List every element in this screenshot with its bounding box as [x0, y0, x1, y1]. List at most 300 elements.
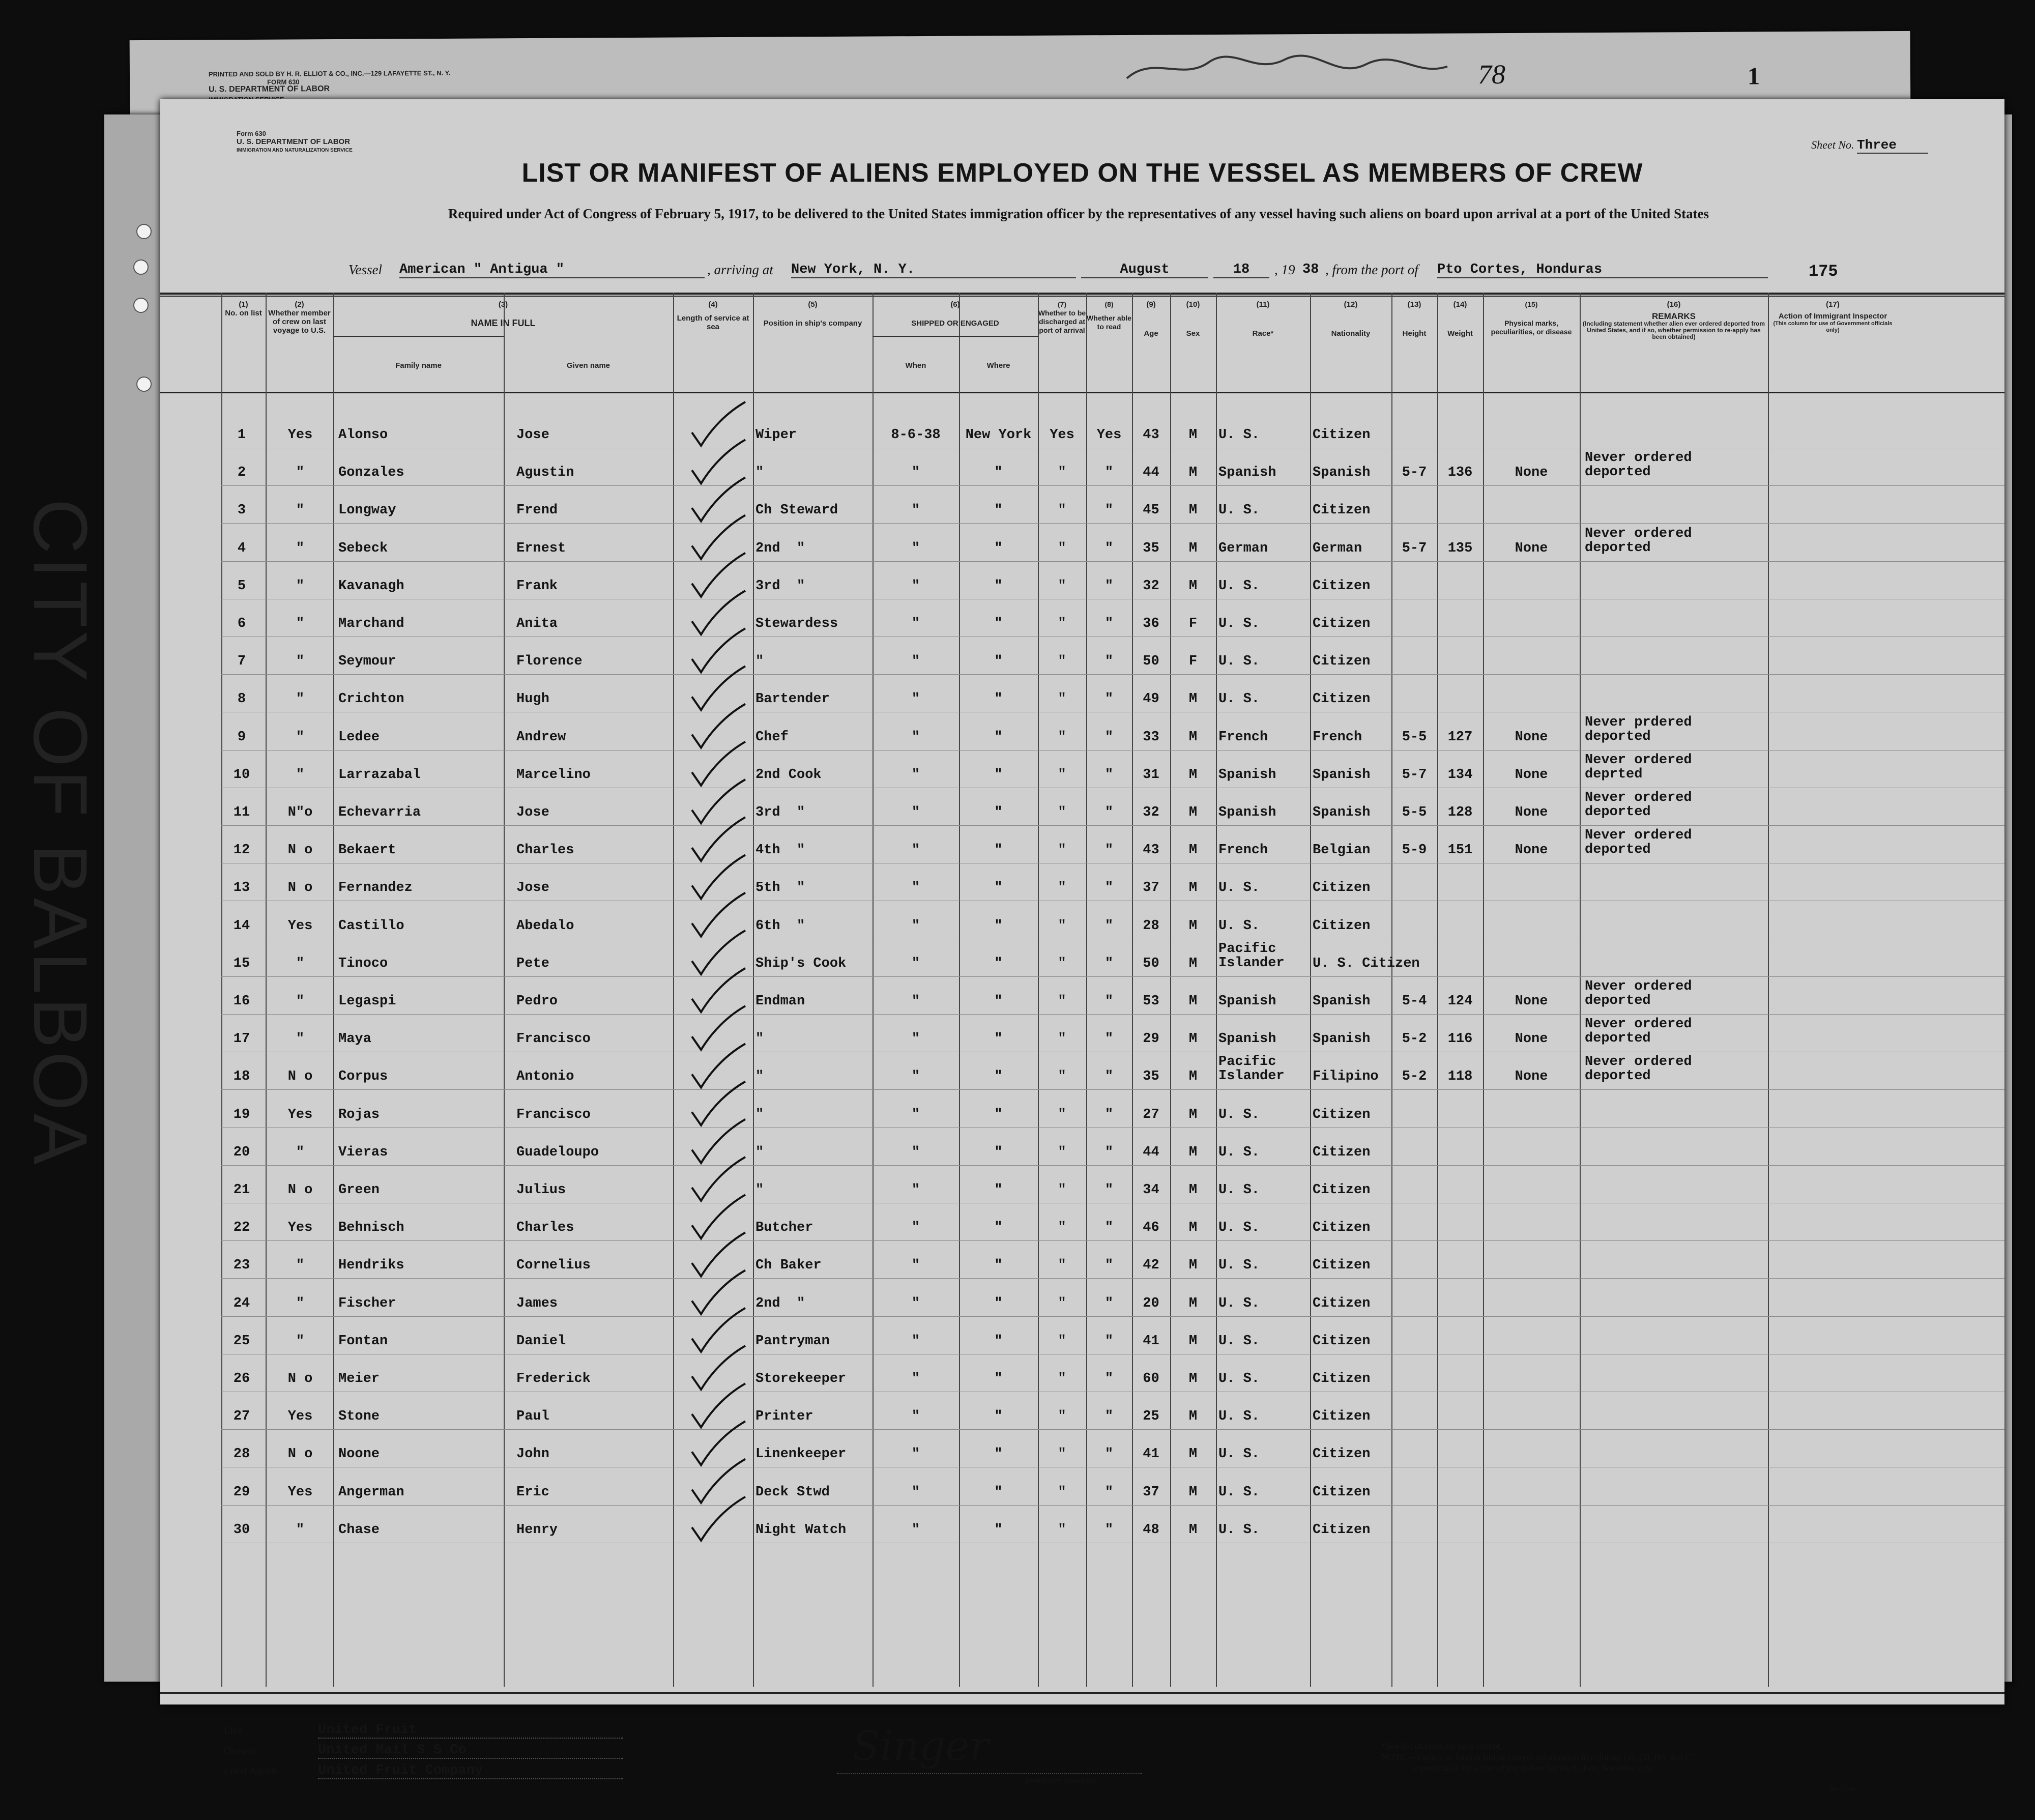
service-check-mark — [692, 1044, 745, 1087]
last-voyage-cell: " — [296, 503, 305, 518]
family-name-cell: Behnisch — [338, 1220, 404, 1236]
shipped-where-cell: " — [994, 654, 1003, 670]
sheet-label: Sheet No. — [1811, 138, 1854, 151]
sex-cell: F — [1188, 616, 1198, 631]
position-cell: Deck Stwd — [755, 1484, 830, 1500]
age-cell: 20 — [1143, 1295, 1159, 1311]
weight-cell: 118 — [1447, 1069, 1473, 1085]
given-name-cell: Agustin — [516, 465, 574, 481]
position-cell: 3rd " — [755, 805, 805, 820]
remarks-cell: Never prdered deported — [1585, 714, 1692, 744]
given-name-cell: Francisco — [516, 1107, 591, 1122]
able-to-read-cell: Yes — [1096, 427, 1122, 443]
able-to-read-cell: " — [1104, 1371, 1114, 1386]
service-check-mark — [692, 1421, 745, 1465]
age-cell: 45 — [1143, 503, 1159, 518]
able-to-read-cell: " — [1104, 1295, 1114, 1311]
given-name-cell: Anita — [516, 616, 558, 631]
physical-marks-cell: None — [1515, 994, 1548, 1009]
discharged-cell: " — [1058, 616, 1066, 631]
family-name-cell: Fontan — [338, 1333, 388, 1349]
row-number: 15 — [233, 956, 250, 971]
race-cell: U. S. — [1218, 880, 1260, 896]
family-name-cell: Chase — [338, 1522, 380, 1538]
header-weight: (14) Weight — [1447, 300, 1473, 338]
family-name-cell: Alonso — [338, 427, 388, 443]
service-check-mark — [692, 968, 745, 1012]
position-cell: Storekeeper — [755, 1371, 847, 1386]
shipped-where-cell: " — [994, 616, 1003, 631]
race-cell: U. S. — [1218, 1295, 1260, 1311]
family-name-cell: Rojas — [338, 1107, 380, 1122]
service-check-mark — [692, 1346, 745, 1390]
shipped-where-cell: " — [994, 1295, 1003, 1311]
nationality-cell: Citizen — [1313, 1295, 1371, 1311]
shipped-where-cell: " — [994, 918, 1003, 934]
weight-cell: 127 — [1447, 729, 1473, 745]
race-cell: U. S. — [1218, 1371, 1260, 1386]
shipped-when-cell: " — [911, 616, 920, 631]
family-name-cell: Castillo — [338, 918, 404, 934]
family-name-cell: Seymour — [338, 654, 396, 670]
nationality-cell: Spanish — [1313, 1031, 1371, 1047]
height-cell: 5-7 — [1402, 465, 1427, 481]
last-voyage-cell: " — [296, 1333, 305, 1349]
header-sex: (10) Sex — [1186, 300, 1200, 338]
service-check-mark — [692, 1308, 745, 1352]
discharged-cell: " — [1058, 1409, 1066, 1425]
row-number: 2 — [237, 465, 246, 481]
line-value: United Fruit — [318, 1722, 623, 1739]
row-number: 1 — [237, 427, 246, 443]
last-voyage-cell: " — [296, 767, 305, 783]
sheet-number — [1811, 137, 1928, 154]
back-printer-line2: FORM 630 — [267, 78, 300, 86]
able-to-read-cell: " — [1104, 1031, 1114, 1047]
shipped-where-cell: " — [994, 1069, 1003, 1085]
last-voyage-cell: " — [296, 465, 305, 481]
service-check-mark — [692, 1232, 745, 1276]
discharged-cell: " — [1058, 465, 1066, 481]
given-name-cell: Frank — [516, 578, 558, 594]
shipped-where-cell: " — [994, 956, 1003, 971]
family-name-cell: Tinoco — [338, 956, 388, 971]
race-cell: U. S. — [1218, 1144, 1260, 1160]
discharged-cell: " — [1058, 1295, 1066, 1311]
row-number: 12 — [233, 843, 250, 858]
shipped-when-cell: " — [911, 1409, 920, 1425]
nationality-cell: Citizen — [1313, 1371, 1371, 1386]
back-mark: 1 — [1747, 63, 1760, 90]
shipped-where-cell: " — [994, 1409, 1003, 1425]
service-check-mark — [692, 893, 745, 937]
vessel-name: American " Antigua " — [399, 262, 705, 278]
shipped-when-cell: " — [911, 729, 920, 745]
age-cell: 44 — [1143, 1144, 1159, 1160]
service-check-mark — [692, 553, 745, 597]
race-cell: U. S. — [1218, 503, 1260, 518]
age-cell: 43 — [1143, 427, 1159, 443]
remarks-cell: Never ordered deported — [1585, 828, 1692, 858]
sex-cell: M — [1188, 805, 1198, 820]
vessel-line — [160, 262, 2004, 285]
position-cell: Printer — [755, 1409, 813, 1425]
given-name-cell: Pedro — [516, 994, 558, 1009]
age-cell: 27 — [1143, 1107, 1159, 1122]
weight-cell: 134 — [1447, 767, 1473, 783]
remarks-cell: Never ordered deported — [1585, 979, 1692, 1008]
given-name-cell: Abedalo — [516, 918, 574, 934]
page-number: 175 — [1809, 262, 1838, 281]
last-voyage-cell: " — [296, 994, 305, 1009]
remarks-cell: Never ordered deported — [1585, 526, 1692, 556]
header-position: (5) Position in ship's company — [763, 300, 862, 328]
sex-cell: M — [1188, 1522, 1198, 1538]
family-name-cell: Kavanagh — [338, 578, 404, 594]
sex-cell: M — [1188, 1447, 1198, 1462]
row-number: 13 — [233, 880, 250, 896]
year-prefix: , 19 — [1274, 262, 1295, 277]
sex-cell: M — [1188, 1107, 1198, 1122]
able-to-read-cell: " — [1104, 729, 1114, 745]
row-number: 27 — [233, 1409, 250, 1425]
shipped-where-cell: " — [994, 1144, 1003, 1160]
height-cell: 5-7 — [1402, 540, 1427, 556]
last-voyage-cell: " — [296, 578, 305, 594]
family-name-cell: Maya — [338, 1031, 371, 1047]
shipped-when-cell: " — [911, 805, 920, 820]
able-to-read-cell: " — [1104, 1258, 1114, 1274]
shipped-when-cell: " — [911, 1144, 920, 1160]
row-number: 4 — [237, 540, 246, 556]
header-age: (9) Age — [1144, 300, 1158, 338]
sex-cell: M — [1188, 1295, 1198, 1311]
height-cell: 5-9 — [1402, 843, 1427, 858]
discharged-cell: " — [1058, 880, 1066, 896]
able-to-read-cell: " — [1104, 1447, 1114, 1462]
shipped-where-cell: " — [994, 1220, 1003, 1236]
race-cell: U. S. — [1218, 1484, 1260, 1500]
header-inspector-action: (17) Action of Immigrant Inspector (This column for use of Government officials only) — [1773, 300, 1893, 333]
family-name-cell: Sebeck — [338, 540, 388, 556]
last-voyage-cell: " — [296, 1522, 305, 1538]
race-cell: Spanish — [1218, 465, 1276, 481]
shipped-when-cell: " — [911, 918, 920, 934]
binder-hole — [133, 259, 149, 275]
age-cell: 41 — [1143, 1333, 1159, 1349]
agents-label: Local Agents — [224, 1766, 278, 1777]
shipped-when-cell: " — [911, 1258, 920, 1274]
row-number: 18 — [233, 1069, 250, 1085]
discharged-cell: " — [1058, 729, 1066, 745]
from-port-label: , from the port of — [1325, 262, 1418, 277]
header-discharged: (7) Whether to be discharged at port of arrival — [1038, 300, 1086, 334]
row-number: 16 — [233, 994, 250, 1009]
discharged-cell: " — [1058, 1258, 1066, 1274]
position-cell: " — [755, 1144, 764, 1160]
service-check-mark — [692, 477, 745, 521]
service-check-mark — [692, 779, 745, 823]
age-cell: 31 — [1143, 767, 1159, 783]
age-cell: 33 — [1143, 729, 1159, 745]
given-name-cell: Guadeloupo — [516, 1144, 599, 1160]
position-cell: " — [755, 1069, 764, 1085]
family-name-cell: Ledee — [338, 729, 380, 745]
given-name-cell: Charles — [516, 843, 574, 858]
discharged-cell: " — [1058, 1107, 1066, 1122]
age-cell: 50 — [1143, 956, 1159, 971]
race-cell: Spanish — [1218, 1031, 1276, 1047]
race-cell: U. S. — [1218, 1409, 1260, 1425]
arrival-month: August — [1081, 262, 1208, 278]
row-number: 3 — [237, 503, 246, 518]
shipped-where-cell: " — [994, 1182, 1003, 1198]
race-cell: U. S. — [1218, 654, 1260, 670]
last-voyage-cell: " — [296, 540, 305, 556]
age-cell: 43 — [1143, 843, 1159, 858]
nationality-cell: Citizen — [1313, 1447, 1371, 1462]
shipped-where-cell: " — [994, 503, 1003, 518]
header-where: Where — [986, 361, 1010, 370]
service-check-mark — [692, 1270, 745, 1314]
position-cell: Butcher — [755, 1220, 813, 1236]
family-name-cell: Fernandez — [338, 880, 413, 896]
race-cell: Pacific Islander — [1218, 1054, 1285, 1084]
able-to-read-cell: " — [1104, 880, 1114, 896]
nationality-cell: Citizen — [1313, 503, 1371, 518]
sex-cell: M — [1188, 1182, 1198, 1198]
row-number: 10 — [233, 767, 250, 783]
given-name-cell: Hugh — [516, 691, 549, 707]
able-to-read-cell: " — [1104, 616, 1114, 631]
given-name-cell: Marcelino — [516, 767, 591, 783]
position-cell: Bartender — [755, 691, 830, 707]
sex-cell: M — [1188, 1484, 1198, 1500]
shipped-when-cell: " — [911, 1371, 920, 1386]
shipped-when-cell: " — [911, 1447, 920, 1462]
weight-cell: 124 — [1447, 994, 1473, 1009]
race-cell: U. S. — [1218, 918, 1260, 934]
sex-cell: M — [1188, 465, 1198, 481]
shipped-when-cell: " — [911, 1220, 920, 1236]
row-number: 19 — [233, 1107, 250, 1122]
last-voyage-cell: " — [296, 1144, 305, 1160]
able-to-read-cell: " — [1104, 691, 1114, 707]
shipped-when-cell: " — [911, 880, 920, 896]
row-number: 26 — [233, 1371, 250, 1386]
row-number: 7 — [237, 654, 246, 670]
nationality-cell: Citizen — [1313, 1258, 1371, 1274]
shipped-when-cell: 8-6-38 — [891, 427, 941, 443]
discharged-cell: " — [1058, 843, 1066, 858]
able-to-read-cell: " — [1104, 994, 1114, 1009]
penalty-note-2: is punishable by a fine of ten dollars for each alien. See other side. — [1412, 1763, 1655, 1773]
header-physical-marks: (15) Physical marks, peculiarities, or disease — [1491, 300, 1572, 336]
given-name-cell: Jose — [516, 427, 549, 443]
discharged-cell: " — [1058, 767, 1066, 783]
given-name-cell: Ernest — [516, 540, 566, 556]
position-cell: Pantryman — [755, 1333, 830, 1349]
last-voyage-cell: " — [296, 654, 305, 670]
discharged-cell: " — [1058, 1220, 1066, 1236]
row-number: 24 — [233, 1295, 250, 1311]
race-cell: U. S. — [1218, 616, 1260, 631]
back-handwritten-number: 78 — [1477, 59, 1506, 90]
position-cell: " — [755, 1031, 764, 1047]
physical-marks-cell: None — [1515, 729, 1548, 745]
last-voyage-cell: " — [296, 616, 305, 631]
nationality-cell: Citizen — [1313, 1522, 1371, 1538]
owners-label: Owners — [224, 1745, 256, 1756]
position-cell: Wiper — [755, 427, 797, 443]
races-note: *See list of races on back hereof. — [1381, 1741, 1503, 1751]
remarks-cell: Never ordered deported — [1585, 1017, 1692, 1047]
given-name-cell: James — [516, 1295, 558, 1311]
service-check-mark — [692, 402, 745, 446]
sex-cell: M — [1188, 540, 1198, 556]
form-code: 14—1340 — [1829, 1785, 1855, 1793]
discharged-cell: " — [1058, 1031, 1066, 1047]
sex-cell: M — [1188, 427, 1198, 443]
header-given-name: Given name — [566, 361, 610, 370]
service-check-mark — [692, 1195, 745, 1238]
shipped-where-cell: " — [994, 1107, 1003, 1122]
physical-marks-cell: None — [1515, 805, 1548, 820]
able-to-read-cell: " — [1104, 918, 1114, 934]
penalty-note: NOTE.—Failure to furnish full or correct information in columns (3), (5), (6), and (7) — [1381, 1752, 1696, 1762]
shipped-where-cell: " — [994, 1333, 1003, 1349]
binder-hole — [133, 298, 149, 313]
nationality-cell: Spanish — [1313, 767, 1371, 783]
crew-table — [160, 293, 2004, 1687]
shipped-where-cell: " — [994, 729, 1003, 745]
family-name-cell: Green — [338, 1182, 380, 1198]
shipped-where-cell: " — [994, 805, 1003, 820]
inspector-label: Immigrant Inspector. — [1025, 1776, 1098, 1785]
shipped-where-cell: " — [994, 843, 1003, 858]
shipped-when-cell: " — [911, 540, 920, 556]
shipped-where-cell: " — [994, 578, 1003, 594]
age-cell: 32 — [1143, 805, 1159, 820]
given-name-cell: Florence — [516, 654, 583, 670]
given-name-cell: Daniel — [516, 1333, 566, 1349]
able-to-read-cell: " — [1104, 843, 1114, 858]
discharged-cell: " — [1058, 1333, 1066, 1349]
last-voyage-cell: N o — [287, 1182, 313, 1198]
age-cell: 34 — [1143, 1182, 1159, 1198]
service-check-mark — [692, 515, 745, 559]
age-cell: 25 — [1143, 1409, 1159, 1425]
position-cell: Night Watch — [755, 1522, 847, 1538]
service-check-mark — [692, 1157, 745, 1201]
service-check-mark — [692, 1383, 745, 1427]
able-to-read-cell: " — [1104, 956, 1114, 971]
nationality-cell: Citizen — [1313, 880, 1371, 896]
shipped-when-cell: " — [911, 994, 920, 1009]
shipped-when-cell: " — [911, 1295, 920, 1311]
row-number: 9 — [237, 729, 246, 745]
row-number: 5 — [237, 578, 246, 594]
service-check-mark — [692, 1497, 745, 1541]
arrival-day: 18 — [1213, 262, 1269, 278]
sex-cell: M — [1188, 503, 1198, 518]
position-cell: 2nd " — [755, 1295, 805, 1311]
service-check-mark — [692, 1459, 745, 1503]
nationality-cell: German — [1313, 540, 1362, 556]
able-to-read-cell: " — [1104, 1182, 1114, 1198]
able-to-read-cell: " — [1104, 1220, 1114, 1236]
nationality-cell: French — [1313, 729, 1362, 745]
position-cell: Ch Steward — [755, 503, 838, 518]
family-name-cell: Gonzales — [338, 465, 404, 481]
position-cell: " — [755, 654, 764, 670]
back-scribble — [1122, 49, 1452, 86]
last-voyage-cell: " — [296, 1031, 305, 1047]
nationality-cell: Citizen — [1313, 918, 1371, 934]
race-cell: U. S. — [1218, 1447, 1260, 1462]
height-cell: 5-7 — [1402, 767, 1427, 783]
able-to-read-cell: " — [1104, 465, 1114, 481]
able-to-read-cell: " — [1104, 503, 1114, 518]
race-cell: Spanish — [1218, 767, 1276, 783]
race-cell: German — [1218, 540, 1268, 556]
physical-marks-cell: None — [1515, 465, 1548, 481]
age-cell: 48 — [1143, 1522, 1159, 1538]
inspector-signature: Singer — [852, 1722, 989, 1770]
nationality-cell: Citizen — [1313, 1144, 1371, 1160]
height-cell: 5-5 — [1402, 729, 1427, 745]
age-cell: 32 — [1143, 578, 1159, 594]
page-title: LIST OR MANIFEST OF ALIENS EMPLOYED ON THE VESSEL AS MEMBERS OF CREW — [521, 158, 1643, 188]
nationality-cell: Citizen — [1313, 654, 1371, 670]
sex-cell: M — [1188, 843, 1198, 858]
last-voyage-cell: Yes — [287, 1409, 313, 1425]
given-name-cell: Eric — [516, 1484, 549, 1500]
shipped-when-cell: " — [911, 1333, 920, 1349]
physical-marks-cell: None — [1515, 1031, 1548, 1047]
family-name-cell: Legaspi — [338, 994, 396, 1009]
shipped-when-cell: " — [911, 654, 920, 670]
from-port: Pto Cortes, Honduras — [1437, 262, 1768, 278]
nationality-cell: Citizen — [1313, 1182, 1371, 1198]
header-family-name: Family name — [395, 361, 442, 370]
shipped-when-cell: " — [911, 1182, 920, 1198]
able-to-read-cell: " — [1104, 1144, 1114, 1160]
race-cell: U. S. — [1218, 578, 1260, 594]
nationality-cell: Citizen — [1313, 616, 1371, 631]
discharged-cell: " — [1058, 1144, 1066, 1160]
position-cell: 3rd " — [755, 578, 805, 594]
header-service: (4) Length of service at sea — [677, 300, 749, 331]
position-cell: Linenkeeper — [755, 1447, 847, 1462]
last-voyage-cell: Yes — [287, 918, 313, 934]
nationality-cell: Spanish — [1313, 994, 1371, 1009]
position-cell: Endman — [755, 994, 805, 1009]
nationality-cell: Citizen — [1313, 1484, 1371, 1500]
able-to-read-cell: " — [1104, 1409, 1114, 1425]
row-number: 21 — [233, 1182, 250, 1198]
age-cell: 35 — [1143, 540, 1159, 556]
race-cell: U. S. — [1218, 1522, 1260, 1538]
last-voyage-cell: N o — [287, 880, 313, 896]
header-read: (8) Whether able to read — [1087, 300, 1131, 331]
age-cell: 53 — [1143, 994, 1159, 1009]
shipped-where-cell: " — [994, 994, 1003, 1009]
race-cell: Spanish — [1218, 805, 1276, 820]
row-number: 23 — [233, 1258, 250, 1274]
last-voyage-cell: Yes — [287, 1220, 313, 1236]
service-check-mark — [692, 704, 745, 748]
